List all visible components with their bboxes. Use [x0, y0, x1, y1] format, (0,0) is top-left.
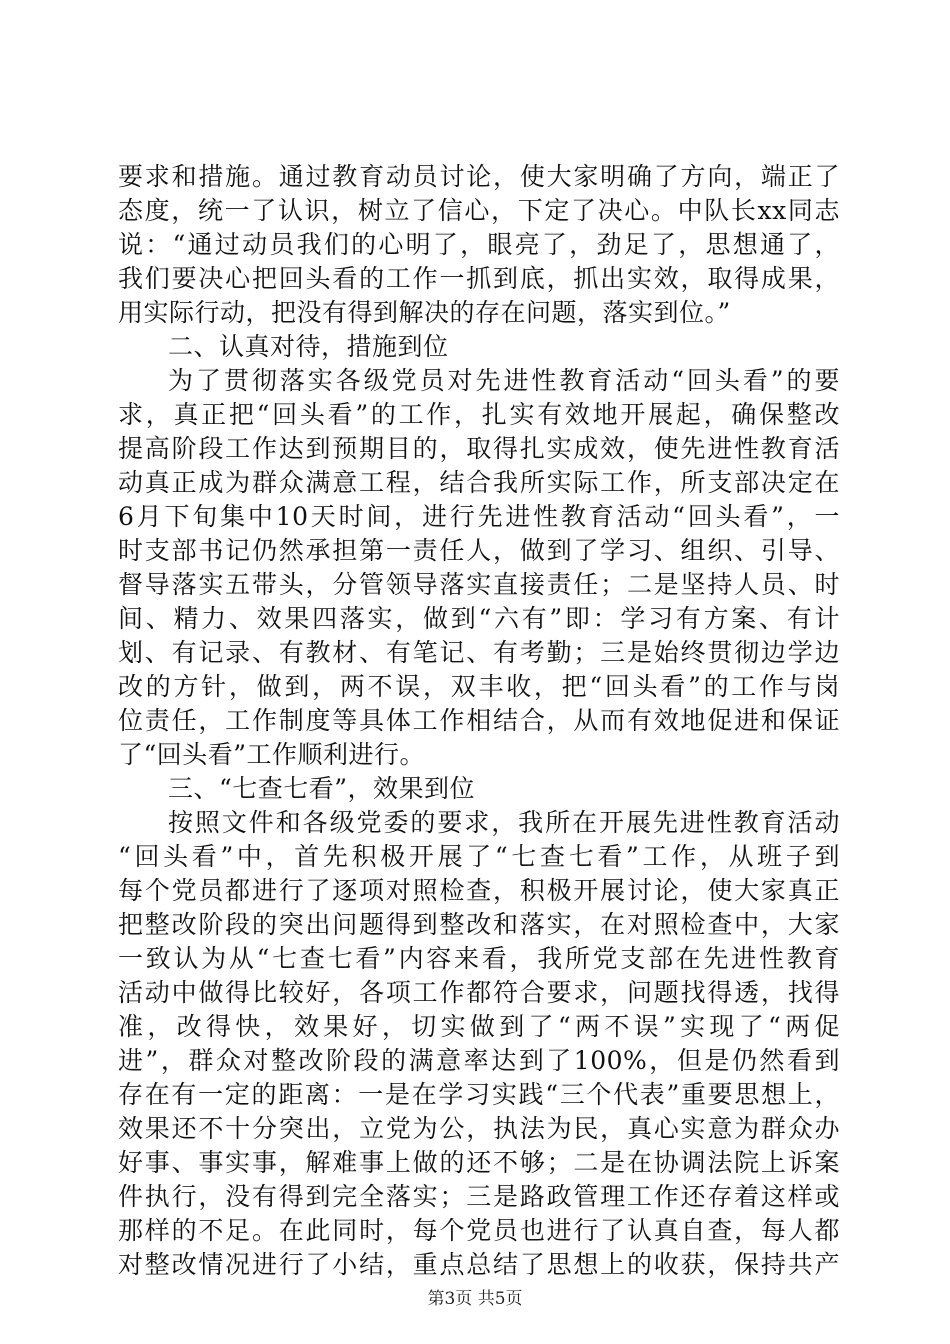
paragraph-line: 求，真正把“回头看”的工作，扎实有效地开展起，确保整改 [118, 400, 840, 429]
paragraph-line: 动真正成为群众满意工程，结合我所实际工作，所支部决定在 [118, 468, 840, 497]
section-heading: 二、认真对待，措施到位 [168, 332, 449, 361]
paragraph-line: 我们要决心把回头看的工作一抓到底，抓出实效，取得成果， [118, 264, 840, 293]
paragraph-line: 效果还不十分突出，立党为公，执法为民，真心实意为群众办 [118, 1114, 840, 1143]
paragraph-line: 划、有记录、有教材、有笔记、有考勤；三是始终贯彻边学边 [118, 638, 840, 667]
paragraph-line: 时支部书记仍然承担第一责任人，做到了学习、组织、引导、 [118, 536, 840, 565]
paragraph-line: 改的方针，做到，两不误，双丰收，把“回头看”的工作与岗 [118, 672, 840, 701]
paragraph-line: 提高阶段工作达到预期目的，取得扎实成效，使先进性教育活 [118, 434, 840, 463]
paragraph-line: 件执行，没有得到完全落实；三是路政管理工作还存着这样或 [118, 1182, 840, 1211]
paragraph-line: 对整改情况进行了小结，重点总结了思想上的收获，保持共产 [118, 1250, 840, 1279]
paragraph-line: 一致认为从“七查七看”内容来看，我所党支部在先进性教育 [118, 944, 840, 973]
paragraph-line: 好事、事实事，解难事上做的还不够；二是在协调法院上诉案 [118, 1148, 840, 1177]
paragraph-line: “回头看”中，首先积极开展了“七查七看”工作，从班子到 [118, 842, 840, 871]
paragraph-line: 说：“通过动员我们的心明了，眼亮了，劲足了，思想通了， [118, 230, 840, 259]
page-number-footer: 第3页 共5页 [427, 1289, 523, 1309]
paragraph-line: 督导落实五带头，分管领导落实直接责任；二是坚持人员、时 [118, 570, 840, 599]
paragraph-line: 那样的不足。在此同时，每个党员也进行了认真自查，每人都 [118, 1216, 840, 1245]
paragraph-line: 存在有一定的距离：一是在学习实践“三个代表”重要思想上， [118, 1080, 840, 1109]
paragraph-line: 要求和措施。通过教育动员讨论，使大家明确了方向，端正了 [118, 162, 840, 191]
paragraph-line: 态度，统一了认识，树立了信心，下定了决心。中队长xx同志 [118, 196, 840, 225]
paragraph-line: 每个党员都进行了逐项对照检查，积极开展讨论，使大家真正 [118, 876, 840, 905]
paragraph-line: 准，改得快，效果好，切实做到了“两不误”实现了“两促 [118, 1012, 840, 1041]
paragraph-line: 为了贯彻落实各级党员对先进性教育活动“回头看”的要 [168, 366, 840, 395]
paragraph-line: 用实际行动，把没有得到解决的存在问题，落实到位。” [118, 298, 731, 327]
paragraph-line: 把整改阶段的突出问题得到整改和落实，在对照检查中，大家 [118, 910, 840, 939]
paragraph-line: 按照文件和各级党委的要求，我所在开展先进性教育活动 [168, 808, 840, 837]
paragraph-line: 活动中做得比较好，各项工作都符合要求，问题找得透，找得 [118, 978, 840, 1007]
paragraph-line: 进”，群众对整改阶段的满意率达到了100%，但是仍然看到 [118, 1046, 840, 1075]
paragraph-line: 位责任，工作制度等具体工作相结合，从而有效地促进和保证 [118, 706, 840, 735]
section-heading: 三、“七查七看”，效果到位 [168, 774, 476, 803]
paragraph-line: 间、精力、效果四落实，做到“六有”即：学习有方案、有计 [118, 604, 840, 633]
paragraph-line: 6月下旬集中10天时间，进行先进性教育活动“回头看”，一 [118, 502, 840, 531]
paragraph-line: 了“回头看”工作顺利进行。 [118, 740, 426, 769]
document-body [118, 160, 840, 1282]
